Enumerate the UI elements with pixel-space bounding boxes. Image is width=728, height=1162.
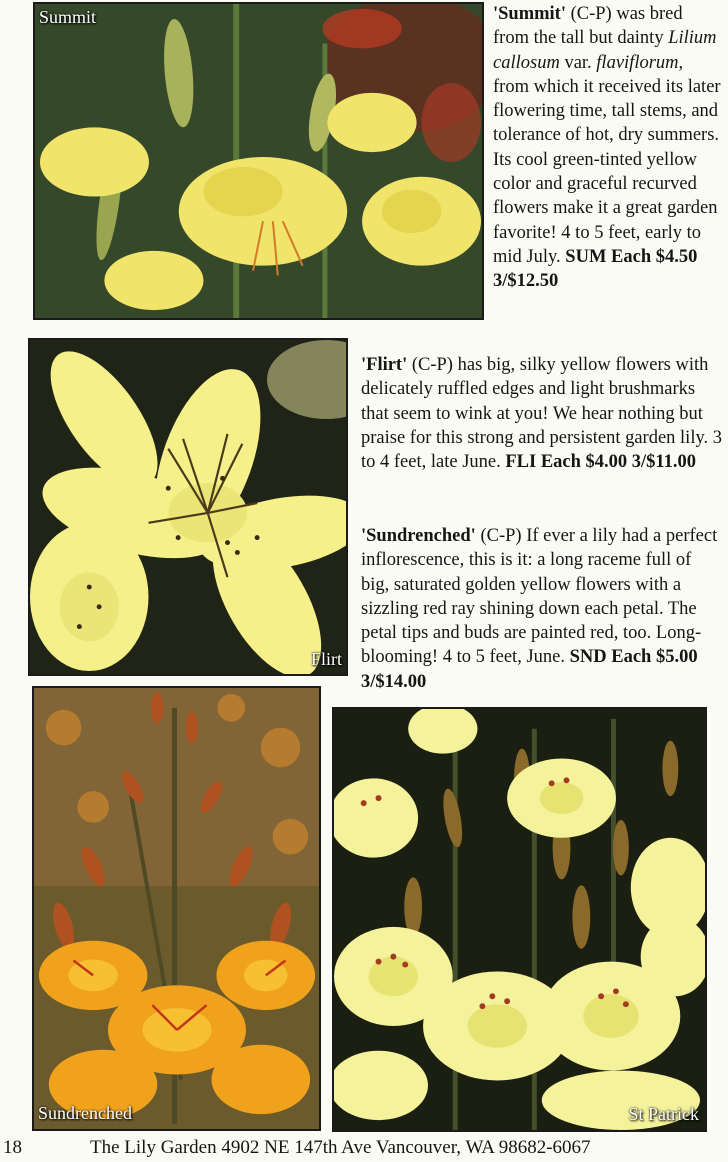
summit-var: var. <box>564 52 592 73</box>
flirt-photo <box>28 338 348 676</box>
summit-photo-caption: Summit <box>39 7 97 27</box>
page-number: 18 <box>3 1137 22 1158</box>
sundrenched-name: 'Sundrenched' <box>361 526 476 546</box>
sundrenched-description <box>361 524 723 694</box>
summit-code: SUM <box>565 246 607 267</box>
flirt-lily-image <box>30 340 346 674</box>
st-patrick-photo-caption: St Patrick <box>628 1104 699 1124</box>
footer-address: The Lily Garden 4902 NE 147th Ave Vancouver, WA 98682-6067 <box>90 1137 591 1158</box>
summit-text-1: was bred from the tall but dainty <box>493 4 683 49</box>
summit-text-2: from which it received its later flowering time, tall stems, and tolerance of hot, dry summers. Its cool green-tinted yellow color and graceful recurved flowers make it a great garden favorite! 4 to 5 feet, early to mid July. <box>493 76 721 267</box>
flirt-name: 'Flirt' <box>361 355 408 375</box>
summit-lily-image <box>35 4 482 318</box>
st-patrick-lily-image <box>334 709 705 1130</box>
summit-class: (C-P) <box>570 4 612 24</box>
summit-name: 'Summit' <box>493 4 566 24</box>
sundrenched-lily-image <box>34 688 319 1129</box>
flirt-price: Each $4.00 3/$11.00 <box>540 452 697 473</box>
st-patrick-photo <box>332 707 707 1132</box>
sundrenched-class: (C-P) <box>480 526 522 546</box>
page-footer <box>0 1135 728 1162</box>
summit-species: Lilium callosum <box>493 28 717 73</box>
summit-price: Each $4.50 3/$12.50 <box>493 246 698 292</box>
summit-photo <box>33 2 484 320</box>
flirt-photo-caption: Flirt <box>310 649 342 669</box>
sundrenched-text: If ever a lily had a perfect inflorescence, this is it: a long raceme full of big, saturated golden yellow flowers with a sizzling red ray shining down each petal. The petal tips and buds are painted red, too. Long-blooming! 4 to 5 feet, June. <box>361 526 718 668</box>
flirt-class: (C-P) <box>411 355 453 375</box>
sundrenched-photo-caption: Sundrenched <box>38 1103 132 1123</box>
flirt-text: has big, silky yellow flowers with delicately ruffled edges and light brushmarks that seem to wink at you! We hear nothing but praise for this strong and persistent garden lily. 3 to 4 feet, late June. <box>361 355 723 473</box>
sundrenched-code: SND <box>569 647 607 668</box>
sundrenched-photo <box>32 686 321 1131</box>
summit-variety: flaviflorum, <box>596 52 684 73</box>
summit-description <box>493 2 721 294</box>
sundrenched-price: Each $5.00 3/$14.00 <box>361 647 698 692</box>
flirt-description <box>361 353 723 474</box>
flirt-code: FLI <box>505 452 537 473</box>
